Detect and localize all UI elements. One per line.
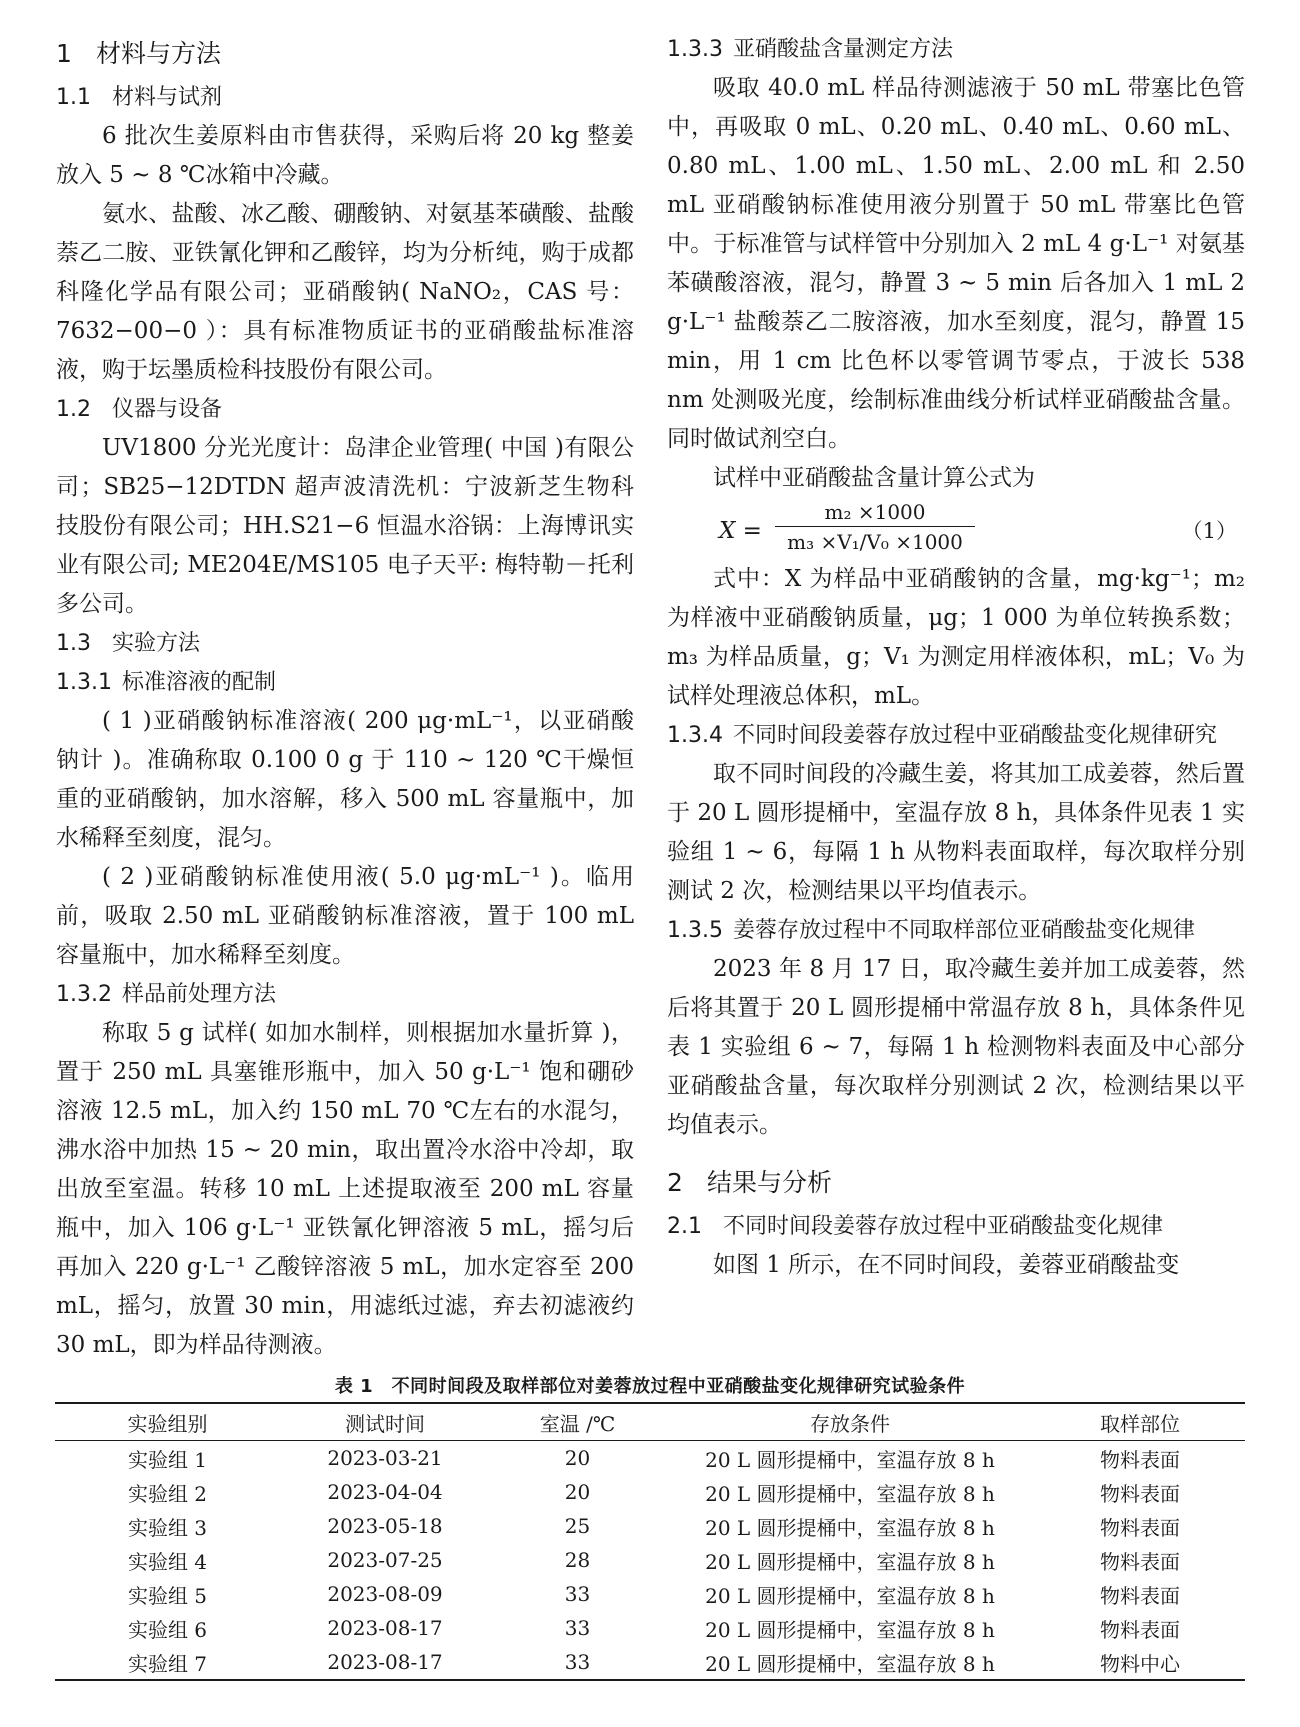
cell-storage: 20 L 圆形提桶中，室温存放 8 h (705, 1515, 995, 1540)
cell-date: 2023-08-09 (327, 1582, 443, 1606)
header-position: 取样部位 (1100, 1411, 1180, 1436)
cell-position: 物料表面 (1100, 1617, 1180, 1642)
cell-position: 物料表面 (1100, 1481, 1180, 1506)
cell-group: 实验组 1 (127, 1447, 208, 1472)
section-number: 2 (667, 1168, 683, 1197)
paragraph: 吸取 40.0 mL 样品待测滤液于 50 mL 带塞比色管中，再吸取 0 mL、0.20 mL、0.40 mL、0.60 mL、0.80 mL、1.00 mL、1.50 mL、2.00 mL 和 2.50 mL 亚硝酸钠标准使用液分别置于 50 mL 带塞比色管中。于标准管与试样管中分别加入 2 mL 4 g·L⁻¹ 对氨基苯磺酸溶液，混匀，静置 3 ~ 5 min 后各加入 1 mL 2 g·L⁻¹ 盐酸萘乙二胺溶液，加水至刻度，混匀，静置 15 min，用 1 cm 比色杯以零管调节零点，于波长 538 nm 处测吸光度，绘制标准曲线分析试样亚硝酸盐含量。同时做试剂空白。 (667, 75, 1245, 452)
section-title: 仪器与设备 (112, 397, 223, 422)
table-row (55, 1611, 1245, 1645)
section-title: 材料与方法 (96, 39, 222, 68)
paragraph: 取不同时间段的冷藏生姜，将其加工成姜蓉，然后置于 20 L 圆形提桶中，室温存放 8 h，具体条件见表 1 实验组 1 ~ 6，每隔 1 h 从物料表面取样，每次取样分别测试 2 次，检测结果以平均值表示。 (667, 761, 1245, 904)
paragraph: 试样中亚硝酸盐含量计算公式为 (713, 465, 1035, 491)
section-heading-1-1 (56, 78, 634, 117)
section-number: 1.3.5 (667, 918, 723, 943)
cell-date: 2023-07-25 (327, 1548, 443, 1572)
cell-temperature: 33 (564, 1650, 591, 1674)
header-temperature: 室温 /℃ (539, 1411, 616, 1436)
table-row (55, 1475, 1245, 1509)
table-row (55, 1543, 1245, 1577)
section-title: 实验方法 (112, 631, 201, 656)
header-group: 实验组别 (127, 1411, 208, 1436)
section-title: 不同时间段姜蓉存放过程中亚硝酸盐变化规律 (723, 1214, 1164, 1239)
section-number: 1.3.3 (667, 37, 723, 62)
table-row (55, 1577, 1245, 1611)
section-number: 1.2 (56, 397, 91, 422)
section-number: 1.3 (56, 631, 91, 656)
section-heading-1-3-2 (56, 975, 634, 1014)
cell-date: 2023-08-17 (327, 1616, 443, 1640)
table-row (55, 1645, 1245, 1680)
cell-position: 物料表面 (1100, 1583, 1180, 1608)
paragraph: ( 1 )亚硝酸钠标准溶液( 200 μg·mL⁻¹，以亚硝酸钠计 )。准确称取 0.100 0 g 于 110 ~ 120 ℃干燥恒重的亚硝酸钠，加水溶解，移入 500 mL 容量瓶中，加水稀释至刻度，混匀。 (56, 708, 634, 851)
table-1 (55, 1372, 1245, 1681)
cell-date: 2023-05-18 (327, 1514, 443, 1538)
section-heading-1-3 (56, 624, 634, 663)
section-number: 1.3.4 (667, 723, 723, 748)
cell-storage: 20 L 圆形提桶中，室温存放 8 h (705, 1617, 995, 1642)
header-storage: 存放条件 (810, 1411, 890, 1436)
cell-temperature: 20 (564, 1480, 591, 1504)
section-heading-1 (56, 30, 634, 78)
section-heading-2 (667, 1159, 1245, 1207)
cell-storage: 20 L 圆形提桶中，室温存放 8 h (705, 1481, 995, 1506)
conditions-table (55, 1402, 1245, 1681)
cell-storage: 20 L 圆形提桶中，室温存放 8 h (705, 1651, 995, 1676)
cell-position: 物料中心 (1100, 1651, 1180, 1676)
table-row (55, 1441, 1245, 1476)
section-title: 亚硝酸盐含量测定方法 (733, 37, 954, 62)
cell-group: 实验组 4 (127, 1549, 208, 1574)
formula-lhs: X = (719, 518, 762, 544)
section-number: 1.1 (56, 85, 91, 110)
section-number: 2.1 (667, 1214, 702, 1239)
paragraph: 称取 5 g 试样( 如加水制样，则根据加水量折算 )，置于 250 mL 具塞锥形瓶中，加入 50 g·L⁻¹ 饱和硼砂溶液 12.5 mL，加入约 150 mL 70 ℃左右的水混匀，沸水浴中加热 15 ~ 20 min，取出置冷水浴中冷却，取出放至室温。转移 10 mL 上述提取液至 200 mL 容量瓶中，加入 106 g·L⁻¹ 亚铁氰化钾溶液 5 mL，摇匀后再加入 220 g·L⁻¹ 乙酸锌溶液 5 mL，加水定容至 200 mL，摇匀，放置 30 min，用滤纸过滤，弃去初滤液约 30 mL，即为样品待测液。 (56, 1020, 634, 1358)
section-title: 结果与分析 (707, 1168, 833, 1197)
cell-temperature: 28 (564, 1548, 591, 1572)
cell-position: 物料表面 (1100, 1549, 1180, 1574)
section-number: 1 (56, 39, 72, 68)
cell-date: 2023-04-04 (327, 1480, 443, 1504)
cell-temperature: 25 (564, 1514, 591, 1538)
section-heading-1-2 (56, 390, 634, 429)
section-heading-1-3-3 (667, 30, 1245, 69)
cell-date: 2023-03-21 (327, 1446, 443, 1470)
cell-temperature: 33 (564, 1616, 591, 1640)
cell-group: 实验组 5 (127, 1583, 208, 1608)
formula-numerator: m₂ ×1000 (775, 498, 975, 527)
paragraph: 6 批次生姜原料由市售获得，采购后将 20 kg 整姜放入 5 ~ 8 ℃冰箱中冷藏。 (56, 123, 634, 188)
paragraph: 如图 1 所示，在不同时间段，姜蓉亚硝酸盐变 (713, 1252, 1180, 1278)
table-row (55, 1509, 1245, 1543)
table-header-row (55, 1403, 1245, 1441)
section-number: 1.3.1 (56, 670, 112, 695)
cell-group: 实验组 3 (127, 1515, 208, 1540)
cell-position: 物料表面 (1100, 1447, 1180, 1472)
cell-temperature: 20 (564, 1446, 591, 1470)
cell-storage: 20 L 圆形提桶中，室温存放 8 h (705, 1549, 995, 1574)
section-heading-1-3-4 (667, 716, 1245, 755)
formula-denominator: m₃ ×V₁/V₀ ×1000 (787, 530, 963, 554)
paragraph: 2023 年 8 月 17 日，取冷藏生姜并加工成姜蓉，然后将其置于 20 L 圆形提桶中常温存放 8 h，具体条件见表 1 实验组 6 ~ 7，每隔 1 h 检测物料表面及中心部分亚硝酸盐含量，每次取样分别测试 2 次，检测结果以平均值表示。 (667, 956, 1245, 1138)
cell-group: 实验组 7 (127, 1651, 208, 1676)
cell-date: 2023-08-17 (327, 1650, 443, 1674)
cell-group: 实验组 2 (127, 1481, 208, 1506)
section-title: 样品前处理方法 (122, 982, 277, 1007)
cell-group: 实验组 6 (127, 1617, 208, 1642)
formula-fraction (775, 498, 975, 557)
header-date: 测试时间 (345, 1411, 425, 1436)
formula (667, 498, 1245, 560)
section-heading-1-3-5 (667, 911, 1245, 950)
section-number: 1.3.2 (56, 982, 112, 1007)
section-title: 材料与试剂 (112, 85, 223, 110)
right-column (667, 30, 1245, 1285)
section-heading-1-3-1 (56, 663, 634, 702)
paragraph: UV1800 分光光度计：岛津企业管理( 中国 )有限公司；SB25−12DTDN 超声波清洗机：宁波新芝生物科技股份有限公司；HH.S21−6 恒温水浴锅：上海博讯实业有限公司; ME204E/MS105 电子天平: 梅特勒－托利多公司。 (56, 435, 634, 617)
table-caption: 表 1 不同时间段及取样部位对姜蓉放过程中亚硝酸盐变化规律研究试验条件 (334, 1376, 966, 1397)
section-title: 标准溶液的配制 (122, 670, 277, 695)
cell-storage: 20 L 圆形提桶中，室温存放 8 h (705, 1583, 995, 1608)
section-title: 不同时间段姜蓉存放过程中亚硝酸盐变化规律研究 (733, 723, 1218, 748)
cell-temperature: 33 (564, 1582, 591, 1606)
section-heading-2-1 (667, 1207, 1245, 1246)
paragraph: ( 2 )亚硝酸钠标准使用液( 5.0 μg·mL⁻¹ )。临用前，吸取 2.50 mL 亚硝酸钠标准溶液，置于 100 mL 容量瓶中，加水稀释至刻度。 (56, 864, 634, 968)
equation-number: （1） (1181, 519, 1237, 543)
cell-storage: 20 L 圆形提桶中，室温存放 8 h (705, 1447, 995, 1472)
paragraph: 氨水、盐酸、冰乙酸、硼酸钠、对氨基苯磺酸、盐酸萘乙二胺、亚铁氰化钾和乙酸锌，均为分析纯，购于成都科隆化学品有限公司；亚硝酸钠( NaNO₂，CAS 号：7632−00−0 ）：具有标准物质证书的亚硝酸盐标准溶液，购于坛墨质检科技股份有限公司。 (56, 201, 634, 383)
cell-position: 物料表面 (1100, 1515, 1180, 1540)
paragraph: 式中：X 为样品中亚硝酸钠的含量，mg·kg⁻¹；m₂ 为样液中亚硝酸钠质量，μg；1 000 为单位转换系数；m₃ 为样品质量，g；V₁ 为测定用样液体积，mL；V₀ 为试样处理液总体积，mL。 (667, 566, 1245, 709)
left-column (56, 30, 634, 1365)
section-title: 姜蓉存放过程中不同取样部位亚硝酸盐变化规律 (733, 918, 1196, 943)
